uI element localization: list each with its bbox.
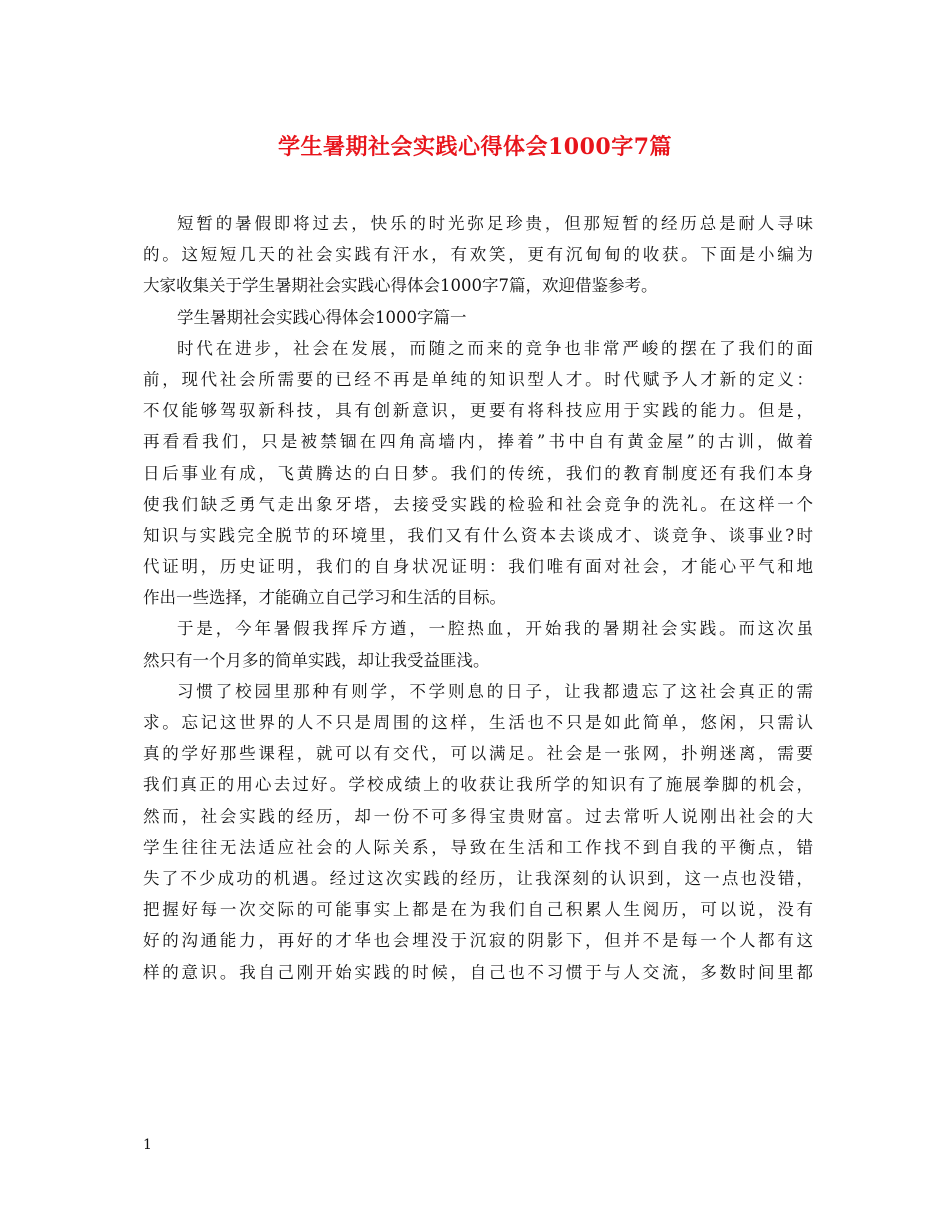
document-title: 学生暑期社会实践心得体会1000字7篇	[277, 134, 673, 160]
body-line: 前，现代社会所需要的已经不再是单纯的知识型人才。时代赋予人才新的定义：	[143, 369, 813, 389]
body-line: 再看看我们，只是被禁锢在四角高墙内，捧着”书中自有黄金屋”的古训，做着	[143, 432, 813, 452]
body-line: 失了不少成功的机遇。经过这次实践的经历，让我深刻的认识到，这一点也没错，	[143, 868, 813, 888]
body-line: 代证明，历史证明，我们的自身状况证明：我们唯有面对社会，才能心平气和地	[143, 557, 813, 577]
body-line: 好的沟通能力，再好的才华也会埋没于沉寂的阴影下，但并不是每一个人都有这	[143, 931, 813, 951]
document-body	[143, 208, 813, 988]
body-line: 时代在进步，社会在发展，而随之而来的竞争也非常严峻的摆在了我们的面	[177, 338, 813, 358]
body-line: 作出一些选择，才能确立自己学习和生活的目标。	[143, 588, 506, 608]
body-line: 真的学好那些课程，就可以有交代，可以满足。社会是一张网，扑朔迷离，需要	[143, 744, 813, 764]
body-line: 知识与实践完全脱节的环境里，我们又有什么资本去谈成才、谈竞争、谈事业?时	[143, 525, 813, 545]
body-line: 把握好每一次交际的可能事实上都是在为我们自己积累人生阅历，可以说，没有	[143, 900, 813, 920]
body-line: 习惯了校园里那种有则学，不学则息的日子，让我都遗忘了这社会真正的需	[177, 681, 813, 701]
body-line: 于是，今年暑假我挥斥方遒，一腔热血，开始我的暑期社会实践。而这次虽	[177, 619, 813, 639]
body-line: 然而，社会实践的经历，却一份不可多得宝贵财富。过去常听人说刚出社会的大	[143, 806, 813, 826]
body-line: 样的意识。我自己刚开始实践的时候，自己也不习惯于与人交流，多数时间里都	[143, 962, 813, 982]
body-line: 学生往往无法适应社会的人际关系，导致在生活和工作找不到自我的平衡点，错	[143, 837, 813, 857]
body-line: 然只有一个月多的简单实践，却让我受益匪浅。	[143, 650, 490, 670]
body-line: 的。这短短几天的社会实践有汗水，有欢笑，更有沉甸甸的收获。下面是小编为	[143, 245, 813, 265]
page-number: 1	[143, 1137, 152, 1153]
body-line: 大家收集关于学生暑期社会实践心得体会1000字7篇，欢迎借鉴参考。	[143, 276, 658, 296]
section-heading: 学生暑期社会实践心得体会1000字篇一	[177, 307, 467, 327]
body-line: 不仅能够驾驭新科技，具有创新意识，更要有将科技应用于实践的能力。但是，	[143, 401, 813, 421]
body-line: 我们真正的用心去过好。学校成绩上的收获让我所学的知识有了施展拳脚的机会，	[143, 775, 813, 795]
body-line: 使我们缺乏勇气走出象牙塔，去接受实践的检验和社会竞争的洗礼。在这样一个	[143, 494, 813, 514]
body-line: 日后事业有成，飞黄腾达的白日梦。我们的传统，我们的教育制度还有我们本身	[143, 463, 813, 483]
body-line: 短暂的暑假即将过去，快乐的时光弥足珍贵，但那短暂的经历总是耐人寻味	[177, 214, 813, 233]
body-line: 求。忘记这世界的人不只是周围的这样，生活也不只是如此简单，悠闲，只需认	[143, 713, 813, 732]
